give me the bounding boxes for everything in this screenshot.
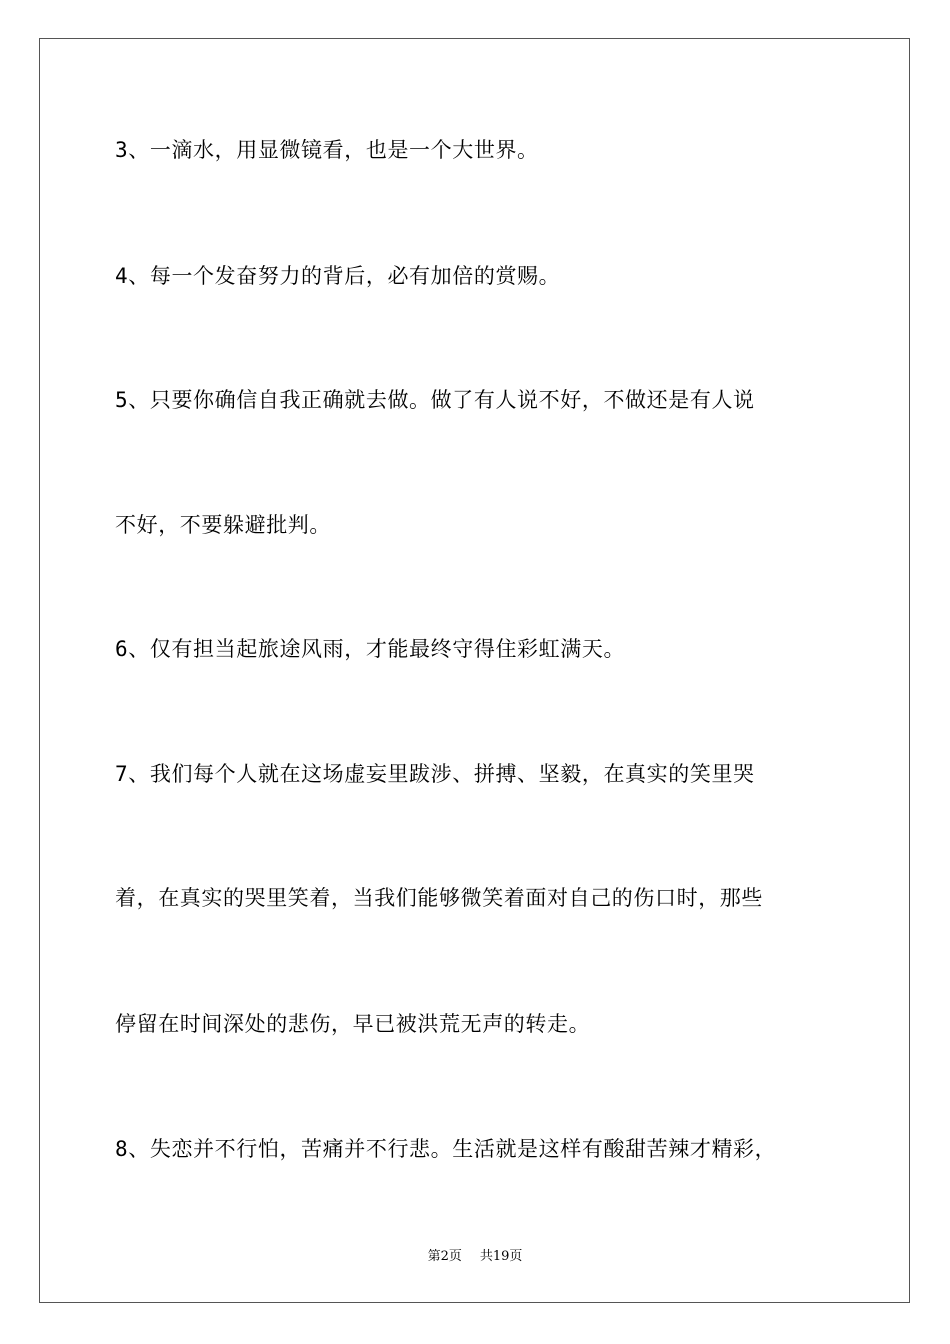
text-line-5: 6、仅有担当起旅途风雨，才能最终守得住彩虹满天。 — [115, 637, 626, 661]
text-line-4: 不好，不要躲避批判。 — [115, 513, 331, 537]
text-line-9: 8、失恋并不行怕，苦痛并不行悲。生活就是这样有酸甜苦辣才精彩， — [115, 1137, 777, 1161]
page-footer — [0, 1248, 950, 1266]
text-line-2: 4、每一个发奋努力的背后，必有加倍的赏赐。 — [115, 264, 561, 288]
text-line-8: 停留在时间深处的悲伤，早已被洪荒无声的转走。 — [115, 1012, 591, 1036]
text-line-1: 3、一滴水，用显微镜看，也是一个大世界。 — [115, 138, 539, 162]
page-total: 共19页 — [479, 1249, 523, 1264]
text-line-7: 着，在真实的哭里笑着，当我们能够微笑着面对自己的伤口时，那些 — [115, 886, 763, 910]
text-line-3: 5、只要你确信自我正确就去做。做了有人说不好，不做还是有人说 — [115, 388, 755, 412]
page-border — [39, 38, 910, 1303]
page-number: 第2页 — [427, 1249, 462, 1264]
text-line-6: 7、我们每个人就在这场虚妄里跋涉、拼搏、坚毅，在真实的笑里哭 — [115, 762, 755, 786]
